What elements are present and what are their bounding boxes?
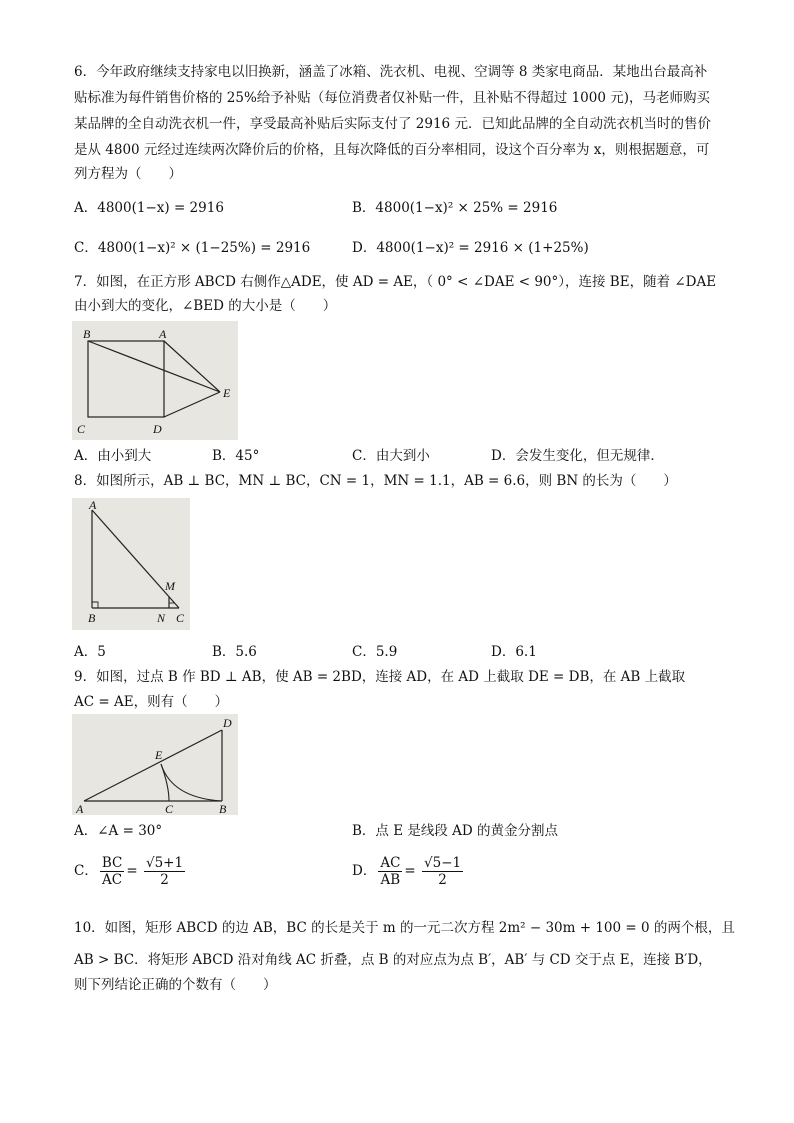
q8-figure bbox=[72, 498, 190, 630]
q9-option-d-value bbox=[422, 855, 463, 888]
q9-option-c-denominator: AC bbox=[102, 872, 123, 888]
q6-line-4: 是从 4800 元经过连续两次降价后的价格，且每次降低的百分率相同，设这个百分率为 x，则根据题意，可 bbox=[74, 142, 710, 158]
q9-line-1: 9．如图，过点 B 作 BD ⊥ AB，使 AB = 2BD，连接 AD，在 AD 上截取 DE = DB，在 AB 上截取 bbox=[74, 669, 686, 685]
q8-label-a: A bbox=[89, 498, 97, 512]
q9-figure bbox=[72, 714, 238, 815]
q7-label-b: B bbox=[83, 327, 91, 341]
q9-option-c-value bbox=[144, 855, 185, 888]
q10-line-2: AB > BC．将矩形 ABCD 沿对角线 AC 折叠，点 B 的对应点为点 B′，AB′ 与 CD 交于点 E，连接 B′D， bbox=[74, 952, 712, 968]
q9-label-a: A bbox=[76, 802, 84, 815]
q7-segment-de bbox=[164, 392, 220, 417]
q6-line-3: 某品牌的全自动洗衣机一件，享受最高补贴后实际支付了 2916 元．已知此品牌的全自动洗衣机当时的售价 bbox=[74, 116, 711, 132]
q9-option-d-prefix: D． bbox=[352, 863, 377, 879]
q9-option-d-denominator: AB bbox=[380, 872, 401, 888]
q8-label-b: B bbox=[88, 611, 96, 625]
q6-option-b: B．4800(1−x)² × 25% = 2916 bbox=[352, 200, 558, 216]
q8-label-m: M bbox=[165, 579, 175, 593]
q9-option-b: B．点 E 是线段 AD 的黄金分割点 bbox=[352, 823, 559, 839]
q9-option-d: D． $\frac{AC}{AB}$ = $\frac{√5-1}{2}$ bbox=[352, 855, 462, 888]
q8-diagram bbox=[72, 498, 190, 630]
q7-diagram bbox=[72, 321, 238, 440]
q9-label-b: B bbox=[219, 802, 227, 815]
q7-option-a: A．由小到大 bbox=[74, 448, 152, 464]
q7-line-1: 7．如图，在正方形 ABCD 右侧作△ADE，使 AD = AE，（ 0° < ∠DAE < 90°），连接 BE，随着 ∠DAE bbox=[74, 274, 717, 290]
q8-option-c: C．5.9 bbox=[352, 644, 398, 660]
q7-segment-be bbox=[88, 341, 220, 392]
q9-option-c-numerator: BC bbox=[101, 855, 123, 871]
q9-option-d-value-denominator: 2 bbox=[438, 872, 447, 888]
q9-arc-de bbox=[161, 764, 222, 801]
q9-option-c-value-numerator: √5+1 bbox=[145, 855, 184, 871]
q7-option-d: D．会发生变化，但无规律． bbox=[491, 448, 664, 464]
q8-line: 8．如图所示，AB ⊥ BC，MN ⊥ BC，CN = 1，MN = 1.1，AB = 6.6，则 BN 的长为（ ） bbox=[74, 473, 677, 489]
q7-label-c: C bbox=[77, 422, 86, 436]
q6-line-2: 贴标准为每件销售价格的 25%给予补贴（每位消费者仅补贴一件，且补贴不得超过 1000 元)，马老师购买 bbox=[74, 90, 711, 106]
q9-label-e: E bbox=[155, 748, 163, 762]
q10-line-1: 10．如图，矩形 ABCD 的边 AB，BC 的长是关于 m 的一元二次方程 2m² − 30m + 100 = 0 的两个根，且 bbox=[74, 920, 735, 936]
q7-line-2: 由小到大的变化，∠BED 的大小是（ ） bbox=[74, 298, 337, 314]
q7-square bbox=[88, 341, 164, 417]
q9-arc-ac bbox=[161, 764, 169, 801]
q9-diagram bbox=[72, 714, 238, 815]
q9-option-a: A．∠A = 30° bbox=[74, 823, 163, 839]
q6-option-c: C．4800(1−x)² × (1−25%) = 2916 bbox=[74, 240, 311, 256]
q10-line-3: 则下列结论正确的个数有（ ） bbox=[74, 977, 277, 993]
q8-right-angle-b bbox=[92, 602, 98, 608]
q9-option-c-prefix: C． bbox=[74, 863, 98, 879]
q7-label-a: A bbox=[159, 327, 167, 341]
q8-segment-ac bbox=[92, 510, 179, 608]
q6-option-d: D．4800(1−x)² = 2916 × (1+25%) bbox=[352, 240, 589, 256]
q8-option-d: D．6.1 bbox=[491, 644, 537, 660]
q9-option-c-value-denominator: 2 bbox=[160, 872, 169, 888]
q9-segment-ad bbox=[84, 730, 222, 801]
q7-figure bbox=[72, 321, 238, 440]
q9-option-c-fraction bbox=[100, 855, 125, 888]
q9-label-d: D bbox=[223, 716, 232, 730]
q6-option-a: A．4800(1−x) = 2916 bbox=[74, 200, 224, 216]
q8-option-b: B．5.6 bbox=[212, 644, 257, 660]
q9-option-d-value-numerator: √5−1 bbox=[424, 855, 462, 871]
q9-option-d-fraction bbox=[378, 855, 402, 888]
q9-option-c: C． $\frac{BC}{AC}$ = $\frac{√5+1}{2}$ bbox=[74, 855, 184, 888]
q8-label-n: N bbox=[157, 611, 166, 625]
q9-line-2: AC = AE，则有（ ） bbox=[74, 694, 229, 710]
q8-label-c: C bbox=[176, 611, 185, 625]
q8-option-a: A．5 bbox=[74, 644, 106, 660]
q7-label-d: D bbox=[153, 422, 162, 436]
q9-option-d-numerator: AC bbox=[380, 855, 401, 871]
q6-line-5: 列方程为（ ） bbox=[74, 166, 182, 182]
q9-label-c: C bbox=[165, 802, 174, 815]
q7-option-b: B．45° bbox=[212, 448, 260, 464]
q6-line-1: 6．今年政府继续支持家电以旧换新，涵盖了冰箱、洗衣机、电视、空调等 8 类家电商品．某地出台最高补 bbox=[74, 64, 708, 80]
q7-label-e: E bbox=[223, 386, 231, 400]
q7-segment-ae bbox=[164, 341, 220, 392]
q7-option-c: C．由大到小 bbox=[352, 448, 430, 464]
